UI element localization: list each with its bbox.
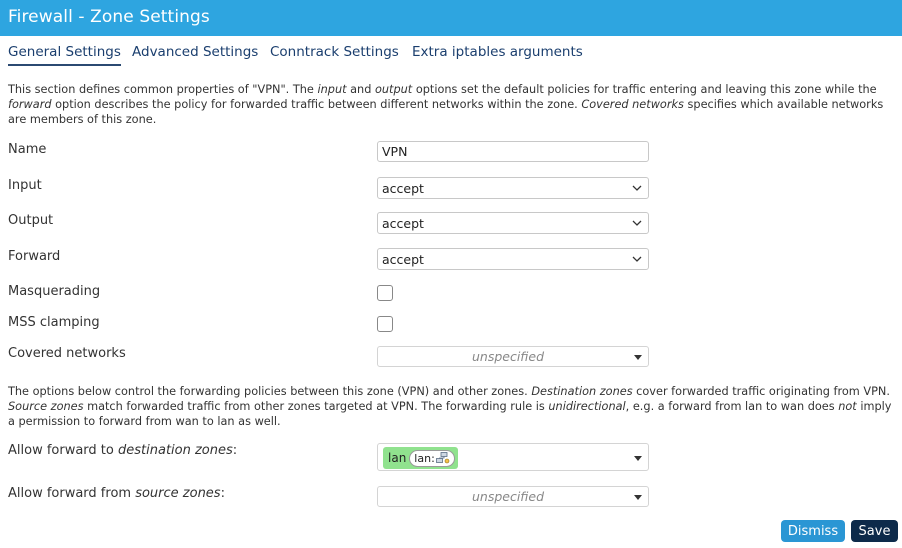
covered-networks-placeholder: unspecified [471,349,545,364]
modal-header [0,0,902,36]
forward-policy-select[interactable] [377,248,649,270]
modal-title: Firewall - Zone Settings [8,7,210,27]
mss-clamping-checkbox[interactable] [377,316,393,332]
zone-badge-lan [383,447,458,469]
covered-networks-dropdown[interactable] [377,346,649,367]
tab-extra-iptables-arguments[interactable]: Extra iptables arguments [412,44,583,60]
caret-down-icon [634,456,642,461]
forward-to-label: Allow forward to destination zones: [8,443,238,458]
forward-policy-value: accept [382,252,424,267]
source-zones-placeholder: unspecified [471,489,545,504]
masquerading-checkbox[interactable] [377,285,393,301]
caret-down-icon [634,495,642,500]
output-policy-label: Output [8,213,54,228]
input-policy-label: Input [8,178,42,193]
mss-clamping-label: MSS clamping [8,315,100,330]
dismiss-button[interactable]: Dismiss [781,520,845,542]
interface-name: lan: [414,451,435,465]
output-policy-select[interactable] [377,212,649,234]
tab-advanced-settings[interactable]: Advanced Settings [132,44,259,60]
covered-networks-label: Covered networks [8,346,126,361]
forwarding-description: The options below control the forwarding policies between this zone (VPN) and other zones. Destination zones cover forwarded traffic originating from VPN. Source zones match forwarded traffic from other zones targeted at VPN. The forwarding rule is unidirectional, e.g. a forward from lan to wan does not imply a permission to forward from wan to lan as well. [8,385,892,428]
chevron-down-icon [631,182,643,194]
tab-conntrack-settings[interactable]: Conntrack Settings [270,44,399,60]
zone-name: lan [388,451,407,465]
output-policy-value: accept [382,216,424,231]
name-input[interactable] [377,141,649,162]
chevron-down-icon [631,253,643,265]
chevron-down-icon [631,217,643,229]
name-label: Name [8,142,47,157]
interface-badge [409,450,454,467]
masquerading-label: Masquerading [8,284,101,299]
forward-from-label: Allow forward from source zones: [8,486,225,501]
save-button[interactable]: Save [851,520,898,542]
input-policy-select[interactable] [377,177,649,199]
forward-policy-label: Forward [8,249,61,264]
section-description: This section defines common properties of "VPN". The input and output options set the default policies for traffic entering and leaving this zone while the forward option describes the policy for forwarded traffic between different networks within the zone. Covered networks specifies which available networks are members of this zone. [8,83,884,126]
network-icon [436,452,450,464]
tab-general-settings[interactable]: General Settings [8,44,121,66]
source-zones-dropdown[interactable] [377,486,649,507]
input-policy-value: accept [382,181,424,196]
tab-bar [0,36,902,72]
caret-down-icon [634,355,642,360]
destination-zones-dropdown[interactable] [377,443,649,471]
